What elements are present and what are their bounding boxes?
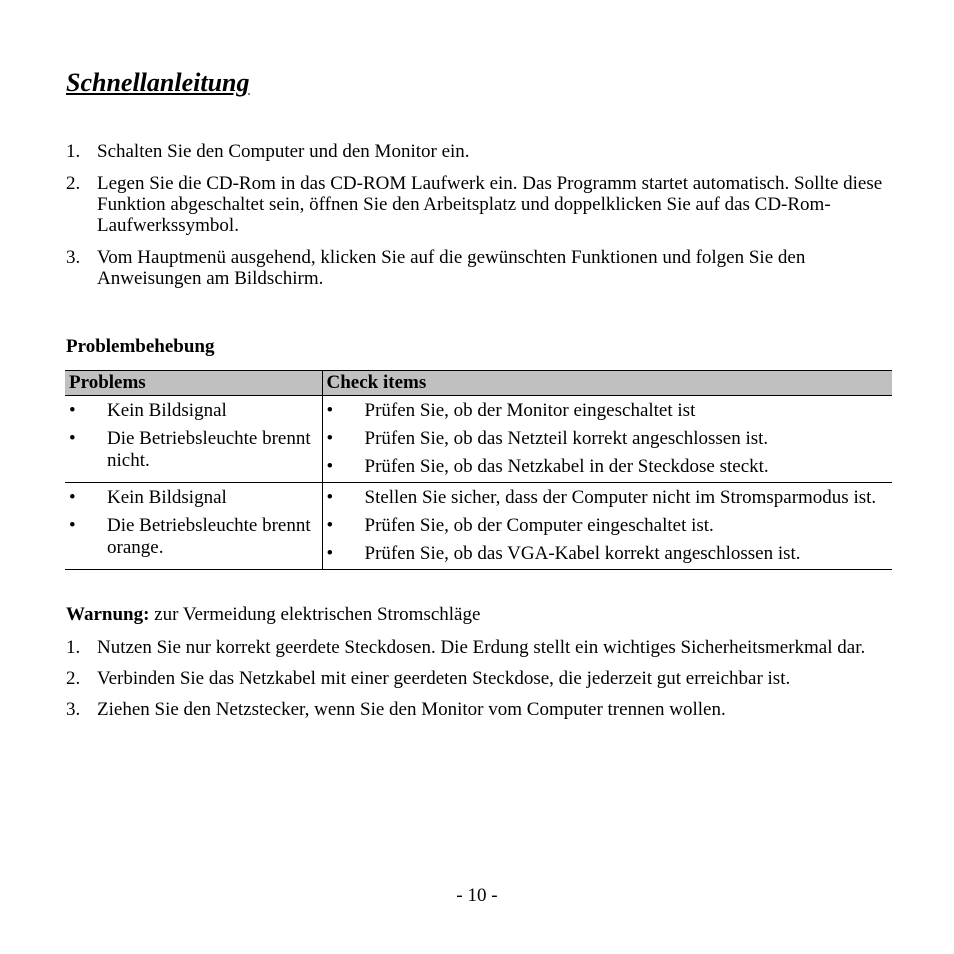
list-item <box>325 456 889 478</box>
check-items-cell <box>322 396 892 483</box>
bullet-icon: • <box>326 515 334 536</box>
step-number: 2. <box>66 173 81 194</box>
table-row <box>65 396 892 483</box>
check-items-cell <box>322 483 892 570</box>
list-item <box>67 515 318 559</box>
problem-text: Die Betriebsleuchte brennt orange. <box>107 515 311 558</box>
warning-label: Warnung: <box>66 604 150 625</box>
warning-text: zur Vermeidung elektrischen Stromschläge <box>149 604 481 625</box>
warning-line <box>66 604 480 626</box>
warning-steps-list <box>66 637 896 730</box>
step-text: Vom Hauptmenü ausgehend, klicken Sie auf die gewünschten Funktionen und folgen Sie den Anweisungen am Bildschirm. <box>97 247 806 289</box>
list-item <box>66 699 896 720</box>
list-item <box>66 141 896 162</box>
list-item <box>67 487 318 509</box>
list-item <box>325 515 889 537</box>
bullet-icon: • <box>69 428 76 449</box>
step-text: Ziehen Sie den Netzstecker, wenn Sie den Monitor vom Computer trennen wollen. <box>97 699 726 720</box>
column-header-check-items: Check items <box>322 371 892 396</box>
step-text: Nutzen Sie nur korrekt geerdete Steckdosen. Die Erdung stellt ein wichtiges Sicherheitsmerkmal dar. <box>97 637 866 658</box>
troubleshooting-table <box>65 370 892 570</box>
bullet-icon: • <box>326 543 334 564</box>
bullet-icon: • <box>69 515 76 536</box>
check-text: Prüfen Sie, ob das Netzteil korrekt angeschlossen ist. <box>364 428 769 449</box>
step-text: Legen Sie die CD-Rom in das CD-ROM Laufwerk ein. Das Programm startet automatisch. Sollte diese Funktion abgeschaltet sein, öffnen Sie den Arbeitsplatz und doppelklicken Sie auf das CD-Rom-Laufwerkssymbol. <box>97 173 883 236</box>
list-item <box>325 428 889 450</box>
check-text: Prüfen Sie, ob der Monitor eingeschaltet ist <box>364 400 696 421</box>
bullet-icon: • <box>69 400 76 421</box>
step-number: 3. <box>66 699 81 720</box>
list-item <box>66 637 896 658</box>
page-number: - 10 - <box>456 885 498 906</box>
list-item <box>325 400 889 422</box>
list-item <box>325 543 889 565</box>
check-text: Prüfen Sie, ob der Computer eingeschaltet ist. <box>364 515 714 536</box>
check-text: Stellen Sie sicher, dass der Computer nicht im Stromsparmodus ist. <box>364 487 877 508</box>
step-text: Schalten Sie den Computer und den Monitor ein. <box>97 141 470 162</box>
troubleshooting-heading: Problembehebung <box>66 336 215 357</box>
table-header-row <box>65 371 892 396</box>
list-item <box>66 668 896 689</box>
check-text: Prüfen Sie, ob das VGA-Kabel korrekt angeschlossen ist. <box>364 543 801 564</box>
bullet-icon: • <box>69 487 76 508</box>
list-item <box>66 247 896 289</box>
problems-cell <box>65 396 322 483</box>
step-number: 1. <box>66 141 81 162</box>
bullet-icon: • <box>326 487 334 508</box>
problem-text: Die Betriebsleuchte brennt nicht. <box>107 428 311 471</box>
bullet-icon: • <box>326 428 334 449</box>
step-text: Verbinden Sie das Netzkabel mit einer geerdeten Steckdose, die jederzeit gut erreichbar ist. <box>97 668 791 689</box>
problems-cell <box>65 483 322 570</box>
bullet-icon: • <box>326 400 334 421</box>
setup-steps-list <box>66 141 896 300</box>
column-header-problems: Problems <box>65 371 322 396</box>
check-text: Prüfen Sie, ob das Netzkabel in der Steckdose steckt. <box>364 456 769 477</box>
problem-text: Kein Bildsignal <box>107 400 227 421</box>
step-number: 2. <box>66 668 81 689</box>
step-number: 3. <box>66 247 81 268</box>
list-item <box>67 428 318 472</box>
list-item <box>66 173 896 236</box>
step-number: 1. <box>66 637 81 658</box>
bullet-icon: • <box>326 456 334 477</box>
list-item <box>67 400 318 422</box>
page-title: Schnellanleitung <box>66 68 250 97</box>
problem-text: Kein Bildsignal <box>107 487 227 508</box>
table-row <box>65 483 892 570</box>
list-item <box>325 487 889 509</box>
